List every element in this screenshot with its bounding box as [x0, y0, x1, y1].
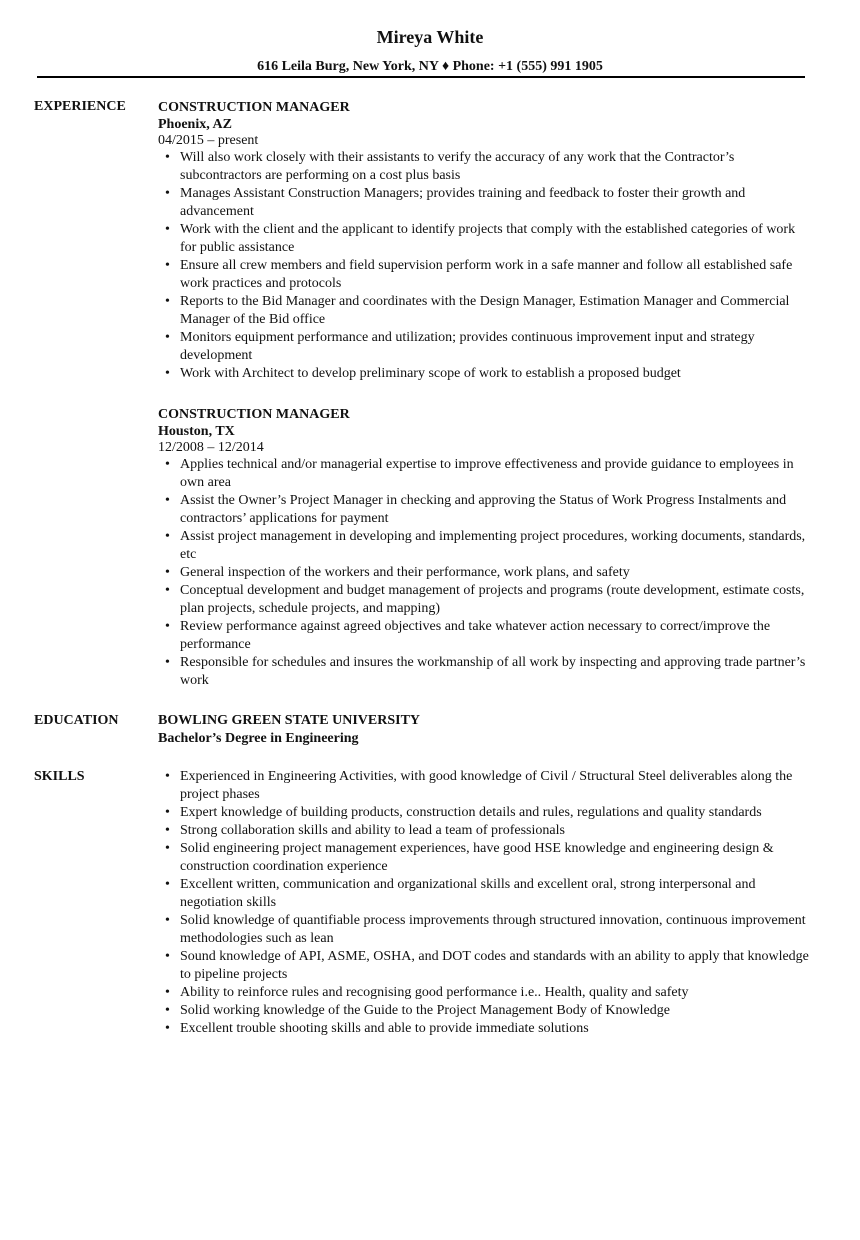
resume-content — [34, 98, 814, 1038]
education-heading: EDUCATION — [34, 713, 119, 728]
skills-section — [34, 768, 814, 1038]
job-duty-item: • Will also work closely with their assistants to verify the accuracy of any work that the Contractor’s subcontractors are performing on a cost plus basis — [180, 149, 814, 185]
job-duty-item: • General inspection of the workers and their performance, work plans, and safety — [180, 564, 814, 582]
header-divider — [37, 76, 805, 78]
job-duties-list — [158, 456, 814, 690]
job-dates: 04/2015 – present — [158, 133, 259, 148]
experience-section — [34, 98, 814, 690]
skill-item: • Ability to reinforce rules and recognising good performance i.e.. Health, quality and safety — [180, 984, 814, 1002]
job-duty-item: • Responsible for schedules and insures the workmanship of all work by inspecting and approving trade partner’s work — [180, 654, 814, 690]
skill-item: • Solid engineering project management experiences, have good HSE knowledge and engineering design & construction coordination experience — [180, 840, 814, 876]
skill-item: • Sound knowledge of API, ASME, OSHA, and DOT codes and standards with an ability to apply that knowledge to pipeline projects — [180, 948, 814, 984]
school-name: BOWLING GREEN STATE UNIVERSITY — [158, 713, 421, 728]
skills-list — [158, 768, 814, 1038]
experience-body — [158, 98, 814, 690]
job-duty-item: • Work with the client and the applicant to identify projects that comply with the established categories of work for public assistance — [180, 221, 814, 257]
job-location: Houston, TX — [158, 424, 235, 439]
skill-item: • Expert knowledge of building products, construction details and rules, regulations and quality standards — [180, 804, 814, 822]
job-dates: 12/2008 – 12/2014 — [158, 440, 264, 455]
skills-body — [158, 768, 814, 1038]
skill-item: • Excellent trouble shooting skills and able to provide immediate solutions — [180, 1020, 814, 1038]
job-duty-item: • Monitors equipment performance and utilization; provides continuous improvement input and strategy development — [180, 329, 814, 365]
skill-item: • Experienced in Engineering Activities, with good knowledge of Civil / Structural Steel deliverables along the project phases — [180, 768, 814, 804]
job-location: Phoenix, AZ — [158, 117, 232, 132]
job-duty-item: • Review performance against agreed objectives and take whatever action necessary to correct/improve the performance — [180, 618, 814, 654]
experience-heading: EXPERIENCE — [34, 99, 126, 114]
job-duty-item: • Manages Assistant Construction Managers; provides training and feedback to foster their growth and advancement — [180, 185, 814, 221]
skill-item: • Solid knowledge of quantifiable process improvements through structured innovation, continuous improvement methodologies such as lean — [180, 912, 814, 948]
job-duty-item: • Ensure all crew members and field supervision perform work in a safe manner and follow all established safe work practices and protocols — [180, 257, 814, 293]
education-body — [158, 712, 814, 748]
job-duty-item: • Conceptual development and budget management of projects and programs (route development, estimate costs, plan projects, schedule projects, and mapping) — [180, 582, 814, 618]
job-duty-item: • Assist project management in developing and implementing project procedures, working documents, standards, etc — [180, 528, 814, 564]
job-duty-item: • Reports to the Bid Manager and coordinates with the Design Manager, Estimation Manager and Commercial Manager of the Bid office — [180, 293, 814, 329]
job-title: CONSTRUCTION MANAGER — [158, 407, 350, 422]
job-duties-list — [158, 149, 814, 383]
job-duty-item: • Assist the Owner’s Project Manager in checking and approving the Status of Work Progress Instalments and contractors’ applications for payment — [180, 492, 814, 528]
skill-item: • Solid working knowledge of the Guide to the Project Management Body of Knowledge — [180, 1002, 814, 1020]
job-title: CONSTRUCTION MANAGER — [158, 100, 350, 115]
contact-line: 616 Leila Burg, New York, NY ♦ Phone: +1 (555) 991 1905 — [257, 59, 603, 74]
degree-name: Bachelor’s Degree in Engineering — [158, 731, 359, 746]
education-section — [34, 712, 814, 748]
candidate-name: Mireya White — [376, 27, 484, 47]
job-duty-item: • Applies technical and/or managerial expertise to improve effectiveness and provide guidance to employees in own area — [180, 456, 814, 492]
skill-item: • Strong collaboration skills and ability to lead a team of professionals — [180, 822, 814, 840]
job-entry — [158, 405, 814, 690]
skill-item: • Excellent written, communication and organizational skills and excellent oral, strong interpersonal and negotiation skills — [180, 876, 814, 912]
job-entry — [158, 98, 814, 383]
job-duty-item: • Work with Architect to develop preliminary scope of work to establish a proposed budget — [180, 365, 814, 383]
skills-heading: SKILLS — [34, 769, 85, 784]
